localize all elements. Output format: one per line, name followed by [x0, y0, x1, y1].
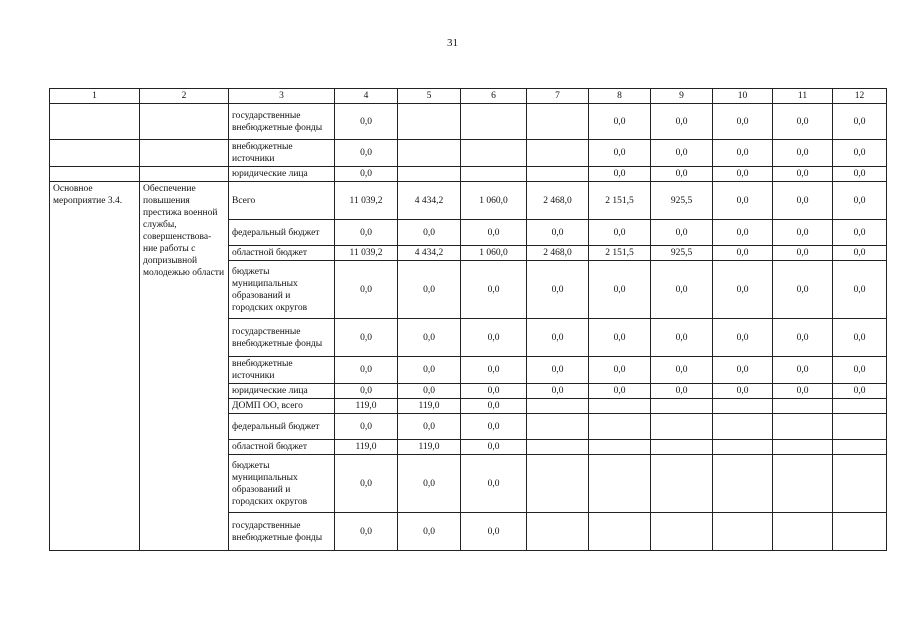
value-cell: 0,0	[335, 319, 398, 357]
value-cell	[713, 455, 773, 513]
value-cell: 0,0	[461, 440, 527, 455]
value-cell	[651, 399, 713, 414]
value-cell: 0,0	[773, 261, 833, 319]
value-cell: 0,0	[335, 357, 398, 384]
source-label: ДОМП ОО, всего	[229, 399, 335, 414]
value-cell: 0,0	[527, 357, 589, 384]
value-cell	[651, 414, 713, 440]
value-cell: 119,0	[335, 440, 398, 455]
value-cell: 0,0	[833, 140, 887, 167]
value-cell: 2 468,0	[527, 246, 589, 261]
value-cell: 0,0	[651, 104, 713, 140]
value-cell: 0,0	[833, 357, 887, 384]
value-cell: 0,0	[461, 261, 527, 319]
value-cell: 0,0	[773, 167, 833, 182]
value-cell	[713, 414, 773, 440]
value-cell: 925,5	[651, 246, 713, 261]
empty-cell	[140, 167, 229, 182]
value-cell: 0,0	[398, 513, 461, 551]
value-cell: 0,0	[398, 357, 461, 384]
value-cell: 0,0	[527, 319, 589, 357]
header-cell: 1	[50, 89, 140, 104]
table-row	[50, 167, 887, 182]
value-cell: 0,0	[335, 414, 398, 440]
value-cell: 0,0	[527, 220, 589, 246]
value-cell: 0,0	[398, 414, 461, 440]
value-cell: 0,0	[773, 220, 833, 246]
table-row	[50, 104, 887, 140]
value-cell: 0,0	[461, 220, 527, 246]
empty-cell	[140, 140, 229, 167]
header-cell: 2	[140, 89, 229, 104]
value-cell	[527, 513, 589, 551]
value-cell: 0,0	[589, 220, 651, 246]
value-cell: 1 060,0	[461, 246, 527, 261]
source-label: внебюджетные источники	[229, 357, 335, 384]
value-cell	[527, 414, 589, 440]
source-label: государственные внебюджетные фонды	[229, 319, 335, 357]
value-cell	[651, 513, 713, 551]
value-cell: 0,0	[527, 261, 589, 319]
source-label: Всего	[229, 182, 335, 220]
value-cell	[527, 440, 589, 455]
value-cell: 0,0	[833, 220, 887, 246]
value-cell: 0,0	[589, 104, 651, 140]
value-cell	[589, 399, 651, 414]
value-cell: 0,0	[461, 414, 527, 440]
value-cell: 0,0	[713, 384, 773, 399]
header-cell: 9	[651, 89, 713, 104]
source-label: областной бюджет	[229, 440, 335, 455]
value-cell	[713, 513, 773, 551]
header-row	[50, 89, 887, 104]
source-label: федеральный бюджет	[229, 220, 335, 246]
value-cell	[713, 440, 773, 455]
value-cell	[527, 455, 589, 513]
value-cell: 119,0	[398, 399, 461, 414]
value-cell	[773, 455, 833, 513]
value-cell	[833, 513, 887, 551]
header-cell: 8	[589, 89, 651, 104]
source-label: юридические лица	[229, 167, 335, 182]
source-label: внебюджетные источники	[229, 140, 335, 167]
source-label: государственные внебюджетные фонды	[229, 104, 335, 140]
value-cell	[461, 167, 527, 182]
source-label: юридические лица	[229, 384, 335, 399]
value-cell	[651, 455, 713, 513]
value-cell: 0,0	[773, 140, 833, 167]
value-cell: 0,0	[335, 513, 398, 551]
value-cell: 119,0	[398, 440, 461, 455]
value-cell: 0,0	[461, 513, 527, 551]
value-cell: 0,0	[713, 182, 773, 220]
source-label: бюджеты муниципальных образований и городских округов	[229, 455, 335, 513]
value-cell: 0,0	[461, 357, 527, 384]
value-cell	[833, 455, 887, 513]
empty-cell	[50, 140, 140, 167]
value-cell: 0,0	[335, 140, 398, 167]
header-cell: 5	[398, 89, 461, 104]
value-cell: 0,0	[773, 319, 833, 357]
value-cell: 0,0	[833, 246, 887, 261]
value-cell	[527, 140, 589, 167]
table-row	[50, 140, 887, 167]
value-cell: 0,0	[833, 384, 887, 399]
value-cell: 0,0	[335, 261, 398, 319]
header-cell: 7	[527, 89, 589, 104]
value-cell: 0,0	[461, 319, 527, 357]
value-cell: 0,0	[461, 399, 527, 414]
value-cell: 0,0	[773, 182, 833, 220]
table-body	[50, 89, 887, 551]
value-cell: 119,0	[335, 399, 398, 414]
value-cell	[773, 440, 833, 455]
value-cell: 0,0	[713, 104, 773, 140]
value-cell: 0,0	[335, 104, 398, 140]
empty-cell	[50, 167, 140, 182]
value-cell: 0,0	[773, 246, 833, 261]
value-cell: 0,0	[773, 104, 833, 140]
value-cell: 0,0	[773, 357, 833, 384]
value-cell: 925,5	[651, 182, 713, 220]
value-cell: 0,0	[651, 261, 713, 319]
value-cell	[527, 399, 589, 414]
value-cell	[833, 440, 887, 455]
empty-cell	[50, 104, 140, 140]
value-cell: 4 434,2	[398, 182, 461, 220]
value-cell: 0,0	[461, 384, 527, 399]
value-cell: 0,0	[589, 261, 651, 319]
value-cell	[398, 140, 461, 167]
value-cell: 0,0	[833, 319, 887, 357]
value-cell	[398, 167, 461, 182]
value-cell: 0,0	[713, 261, 773, 319]
value-cell: 0,0	[713, 357, 773, 384]
value-cell	[527, 167, 589, 182]
value-cell	[589, 440, 651, 455]
header-cell: 3	[229, 89, 335, 104]
value-cell	[773, 513, 833, 551]
source-label: федеральный бюджет	[229, 414, 335, 440]
empty-cell	[140, 104, 229, 140]
value-cell: 0,0	[833, 167, 887, 182]
header-cell: 12	[833, 89, 887, 104]
value-cell	[398, 104, 461, 140]
header-cell: 4	[335, 89, 398, 104]
value-cell: 0,0	[589, 357, 651, 384]
value-cell	[773, 414, 833, 440]
value-cell	[833, 399, 887, 414]
value-cell: 0,0	[398, 455, 461, 513]
value-cell: 0,0	[589, 319, 651, 357]
value-cell: 0,0	[713, 140, 773, 167]
value-cell: 0,0	[713, 319, 773, 357]
value-cell: 0,0	[398, 220, 461, 246]
source-label: областной бюджет	[229, 246, 335, 261]
value-cell: 1 060,0	[461, 182, 527, 220]
value-cell: 0,0	[651, 220, 713, 246]
value-cell	[461, 140, 527, 167]
value-cell	[589, 414, 651, 440]
value-cell: 4 434,2	[398, 246, 461, 261]
value-cell: 0,0	[589, 167, 651, 182]
value-cell: 2 151,5	[589, 182, 651, 220]
value-cell: 0,0	[651, 357, 713, 384]
value-cell: 0,0	[398, 261, 461, 319]
value-cell: 0,0	[398, 384, 461, 399]
header-cell: 10	[713, 89, 773, 104]
value-cell: 0,0	[335, 167, 398, 182]
value-cell: 0,0	[651, 319, 713, 357]
value-cell: 2 468,0	[527, 182, 589, 220]
value-cell: 0,0	[589, 140, 651, 167]
table-row	[50, 182, 887, 220]
value-cell	[773, 399, 833, 414]
value-cell: 0,0	[651, 140, 713, 167]
value-cell	[461, 104, 527, 140]
value-cell: 0,0	[527, 384, 589, 399]
value-cell	[833, 414, 887, 440]
value-cell: 0,0	[651, 384, 713, 399]
value-cell: 11 039,2	[335, 246, 398, 261]
value-cell	[589, 455, 651, 513]
value-cell: 0,0	[589, 384, 651, 399]
value-cell	[527, 104, 589, 140]
budget-table	[49, 88, 887, 551]
value-cell: 0,0	[335, 384, 398, 399]
value-cell: 0,0	[335, 455, 398, 513]
value-cell: 0,0	[461, 455, 527, 513]
source-label: государственные внебюджетные фонды	[229, 513, 335, 551]
value-cell: 0,0	[713, 167, 773, 182]
page-number: 31	[447, 37, 458, 49]
value-cell: 0,0	[833, 182, 887, 220]
value-cell: 0,0	[833, 261, 887, 319]
value-cell: 11 039,2	[335, 182, 398, 220]
value-cell: 2 151,5	[589, 246, 651, 261]
value-cell	[651, 440, 713, 455]
value-cell: 0,0	[833, 104, 887, 140]
value-cell: 0,0	[335, 220, 398, 246]
value-cell: 0,0	[773, 384, 833, 399]
value-cell: 0,0	[713, 246, 773, 261]
value-cell: 0,0	[713, 220, 773, 246]
source-label: бюджеты муниципальных образований и городских округов	[229, 261, 335, 319]
value-cell	[713, 399, 773, 414]
measure-description: Обеспечение повышения престижа военной службы, совершенствова-ние работы с допризывной молодежью области	[140, 182, 229, 551]
measure-code: Основное мероприятие 3.4.	[50, 182, 140, 551]
value-cell: 0,0	[398, 319, 461, 357]
header-cell: 6	[461, 89, 527, 104]
value-cell	[589, 513, 651, 551]
header-cell: 11	[773, 89, 833, 104]
value-cell: 0,0	[651, 167, 713, 182]
